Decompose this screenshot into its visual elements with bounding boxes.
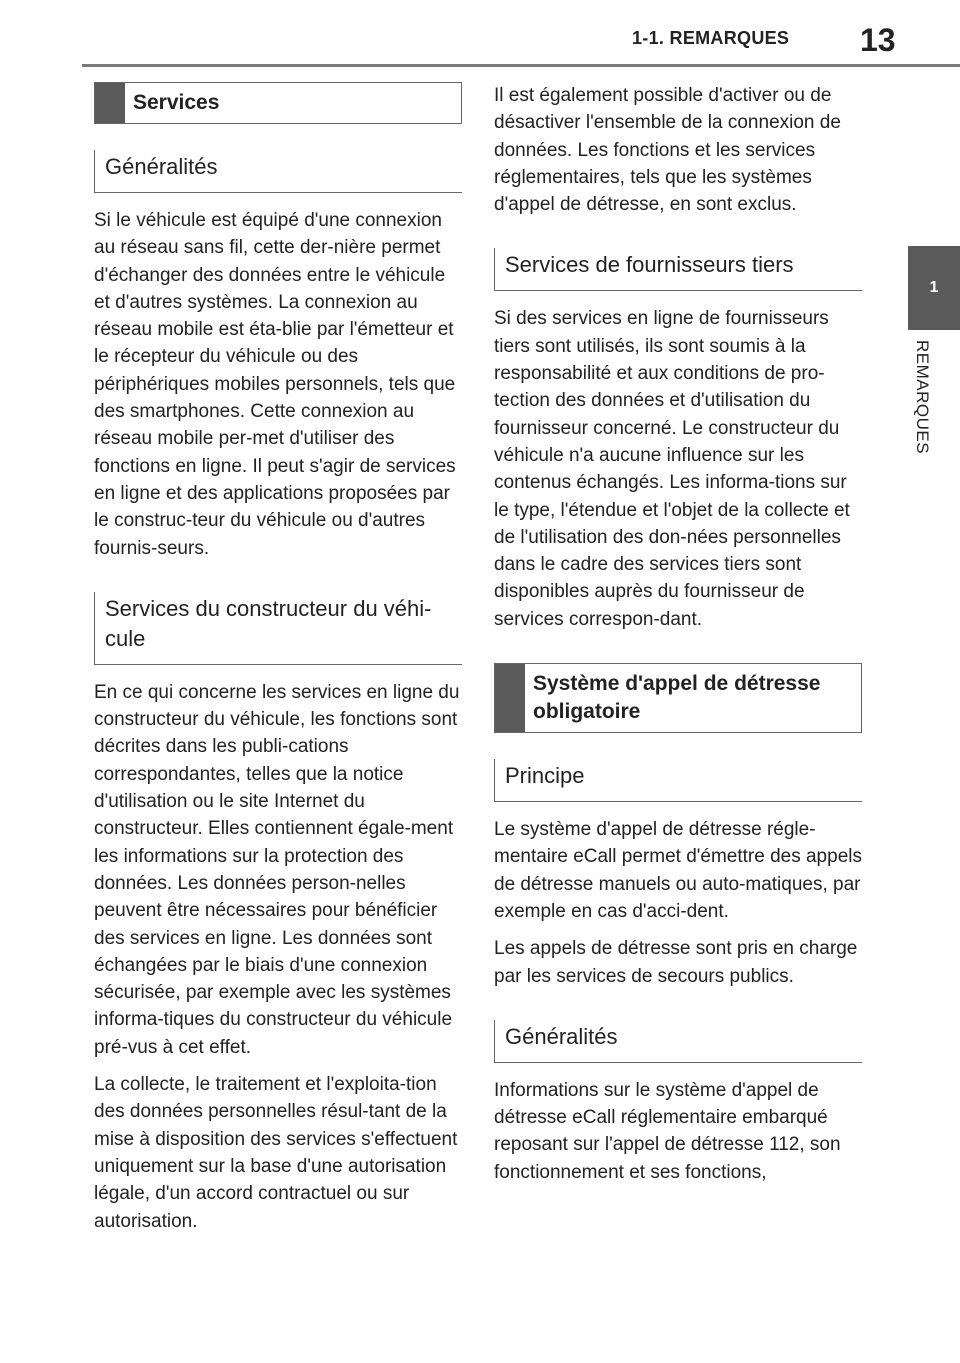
paragraph: Si le véhicule est équipé d'une connexion au réseau sans fil, cette der-nière permet d'échanger des données entre le véhicule et d'autres systèmes. La connexion au réseau mobile est éta-blie par l'émetteur et le récepteur du véhicule ou des périphériques mobiles personnels, tels que des smartphones. Cette connexion au réseau mobile per-met d'utiliser des fonctions en ligne. Il peut s'agir de services en ligne et des applications proposées par le construc-teur du véhicule ou d'autres fournis-seurs. bbox=[94, 210, 456, 559]
section-heading-systeme-appel bbox=[494, 663, 862, 733]
section-heading-services bbox=[94, 82, 462, 124]
header-divider bbox=[82, 64, 960, 67]
subheading-generalites: Généralités bbox=[94, 150, 462, 193]
right-column bbox=[494, 82, 862, 1196]
page-number: 13 bbox=[860, 22, 896, 58]
section-heading-text: Services bbox=[133, 91, 220, 114]
chapter-tab-label: REMARQUES bbox=[913, 340, 932, 455]
left-column bbox=[94, 82, 462, 1245]
header-section-title: 1-1. REMARQUES bbox=[632, 28, 790, 48]
paragraph: Informations sur le système d'appel de détresse eCall réglementaire embarqué reposant sur l'appel de détresse 112, son fonctionnement et ses fonctions, bbox=[494, 1079, 841, 1183]
heading-bar bbox=[95, 83, 125, 123]
paragraph: Les appels de détresse sont pris en charge par les services de secours publics. bbox=[494, 938, 858, 987]
heading-bar bbox=[495, 664, 525, 732]
chapter-tab-number[interactable]: 1 bbox=[908, 246, 960, 330]
subheading-services-tiers: Services de fournisseurs tiers bbox=[494, 248, 862, 291]
paragraph: La collecte, le traitement et l'exploita-tion des données personnelles résul-tant de la mise à disposition des services s'effectuent uniquement sur la base d'une autorisation légale, d'un accord contractuel ou sur autorisation. bbox=[94, 1074, 458, 1232]
subheading-generalites: Généralités bbox=[494, 1020, 862, 1063]
paragraph: En ce qui concerne les services en ligne du constructeur du véhicule, les fonctions sont décrites dans les publi-cations correspondantes, telles que la notice d'utilisation ou le site Internet du constructeur. Elles contiennent égale-ment les informations sur la protection des données. Les données person-nelles peuvent être nécessaires pour bénéficier des services en ligne. Les données sont échangées par le biais d'une connexion sécurisée, par exemple avec les systèmes informa-tiques du constructeur du véhicule pré-vus à cet effet. bbox=[94, 681, 460, 1058]
section-heading-text: Système d'appel de détresse obligatoire bbox=[533, 672, 821, 724]
paragraph: Il est également possible d'activer ou de désactiver l'ensemble de la connexion de données. Les fonctions et les services réglementaires, tels que les systèmes d'appel de détresse, en sont exclus. bbox=[494, 85, 841, 216]
subheading-principe: Principe bbox=[494, 759, 862, 802]
paragraph: Le système d'appel de détresse régle-mentaire eCall permet d'émettre des appels de détresse manuels ou auto-matiques, par exemple en cas d'acci-dent. bbox=[494, 819, 862, 922]
paragraph: Si des services en ligne de fournisseurs tiers sont utilisés, ils sont soumis à la responsabilité et aux conditions de pro-tection des données et d'utilisation du fournisseur concerné. Le constructeur du véhicule n'a aucune influence sur les contenus échangés. Les informa-tions sur le type, l'étendue et l'objet de la collecte et de l'utilisation des don-nées personnelles dans le cadre des services tiers sont disponibles auprès du fournisseur de services correspon-dant. bbox=[494, 308, 850, 630]
subheading-services-constructeur: Services du constructeur du véhi-cule bbox=[94, 592, 462, 665]
